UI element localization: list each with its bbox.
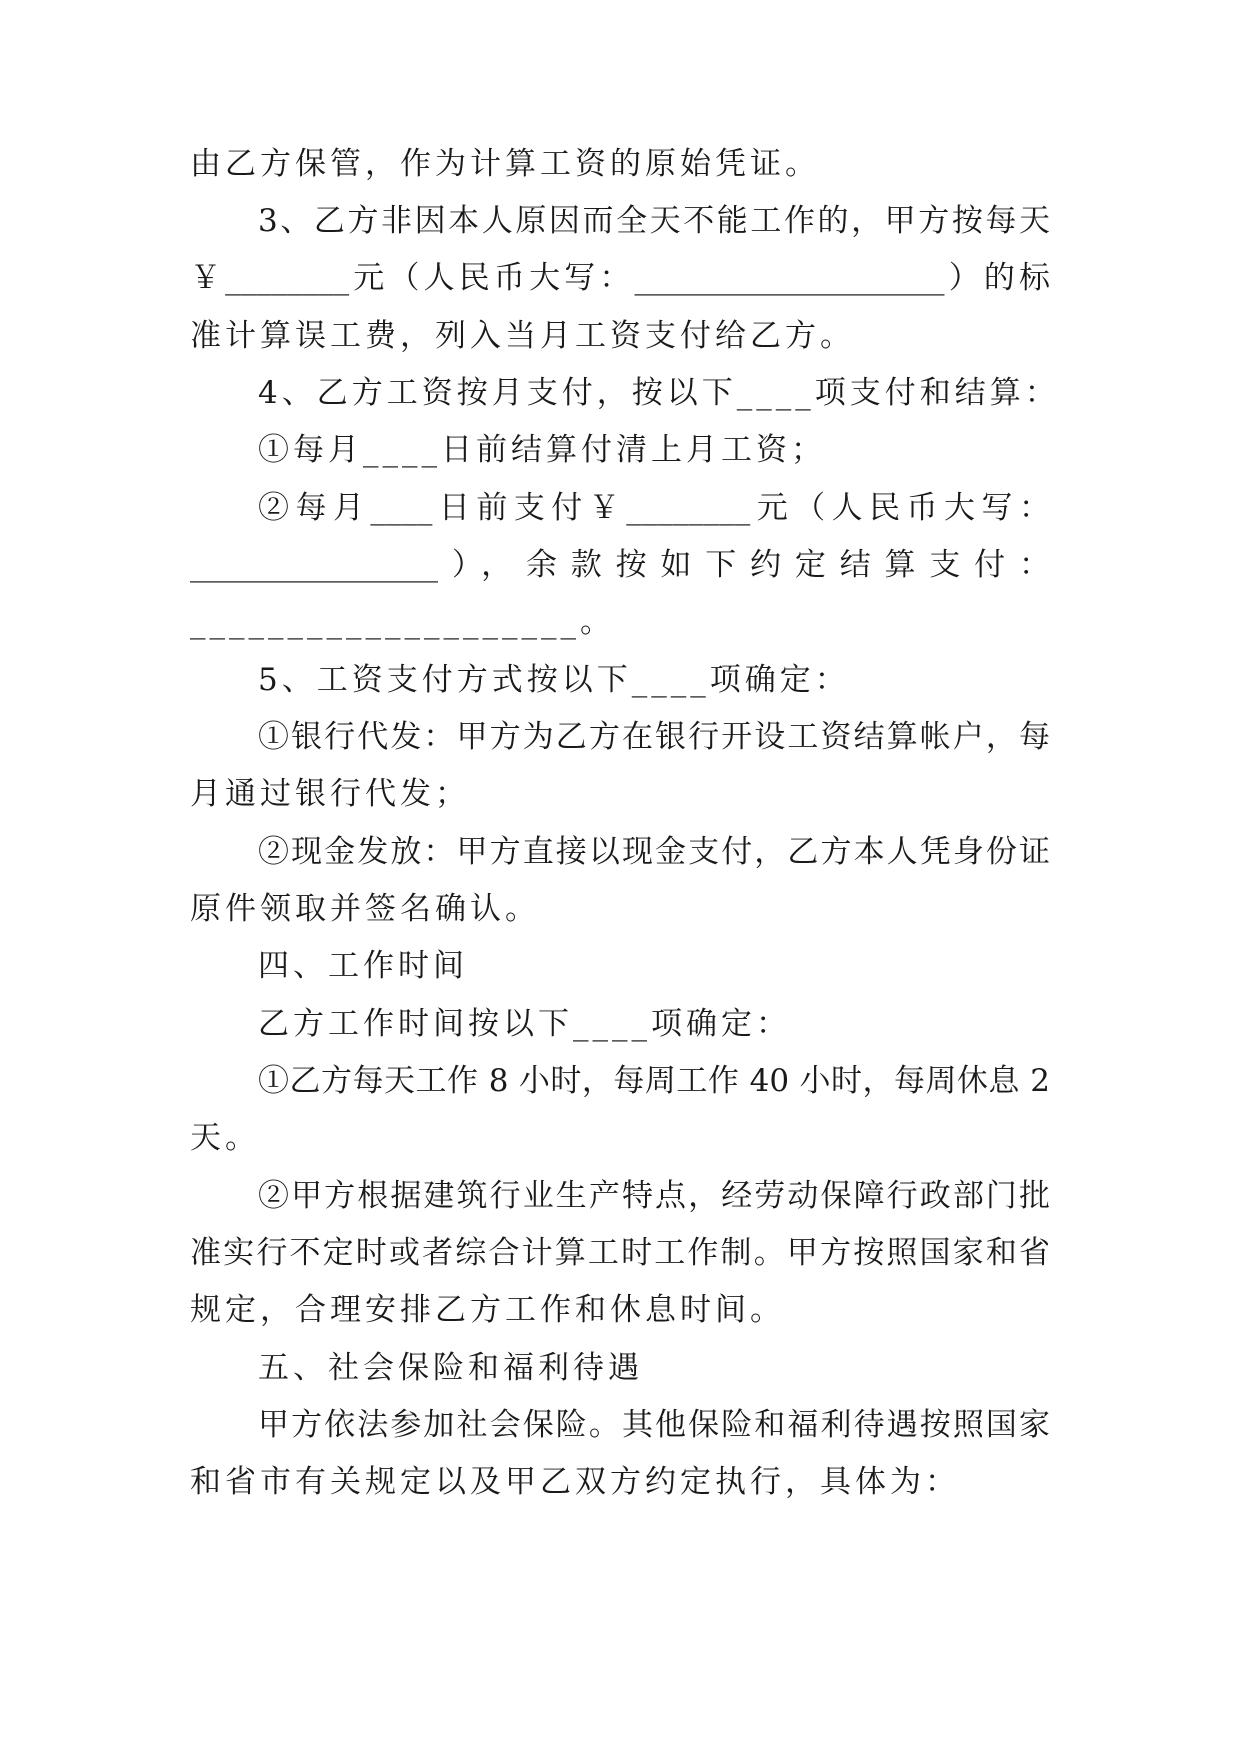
text-line: 月通过银行代发； (190, 776, 470, 812)
text-line: 由乙方保管，作为计算工资的原始凭证。 (190, 146, 820, 182)
text-line: ①乙方每天工作 8 小时，每周工作 40 小时，每周休息 2 (258, 1063, 1050, 1099)
section-heading: 四、工作时间 (258, 948, 468, 984)
text-line: 准实行不定时或者综合计算工时工作制。甲方按照国家和省 (190, 1235, 1050, 1271)
text-line: ①银行代发：甲方为乙方在银行开设工资结算帐户，每 (258, 719, 1050, 755)
text-line: ￥________元（人民币大写：____________________）的标 (190, 260, 1050, 296)
text-line: ________________），余款按如下约定结算支付： (190, 547, 1050, 583)
text-line: ②现金发放：甲方直接以现金支付，乙方本人凭身份证 (258, 834, 1050, 870)
text-line: ①每月____日前结算付清上月工资； (258, 432, 826, 468)
text-line: 原件领取并签名确认。 (190, 891, 540, 927)
text-line: ②每月____日前支付￥________元（人民币大写： (258, 490, 1050, 526)
text-line: 4、乙方工资按月支付，按以下____项支付和结算： (258, 375, 1060, 411)
text-line: ②甲方根据建筑行业生产特点，经劳动保障行政部门批 (258, 1178, 1050, 1214)
text-line: 和省市有关规定以及甲乙双方约定执行，具体为： (190, 1464, 960, 1500)
text-line: 3、乙方非因本人原因而全天不能工作的，甲方按每天 (258, 203, 1050, 239)
section-heading: 五、社会保险和福利待遇 (258, 1350, 643, 1386)
text-line: 天。 (190, 1120, 260, 1156)
text-line: 规定，合理安排乙方工作和休息时间。 (190, 1292, 785, 1328)
text-line: 准计算误工费，列入当月工资支付给乙方。 (190, 318, 855, 354)
text-line: 乙方工作时间按以下____项确定： (258, 1006, 791, 1042)
text-line: 5、工资支付方式按以下____项确定： (258, 662, 850, 698)
text-line: ____________________。 (190, 604, 615, 640)
text-line: 甲方依法参加社会保险。其他保险和福利待遇按照国家 (258, 1407, 1050, 1443)
